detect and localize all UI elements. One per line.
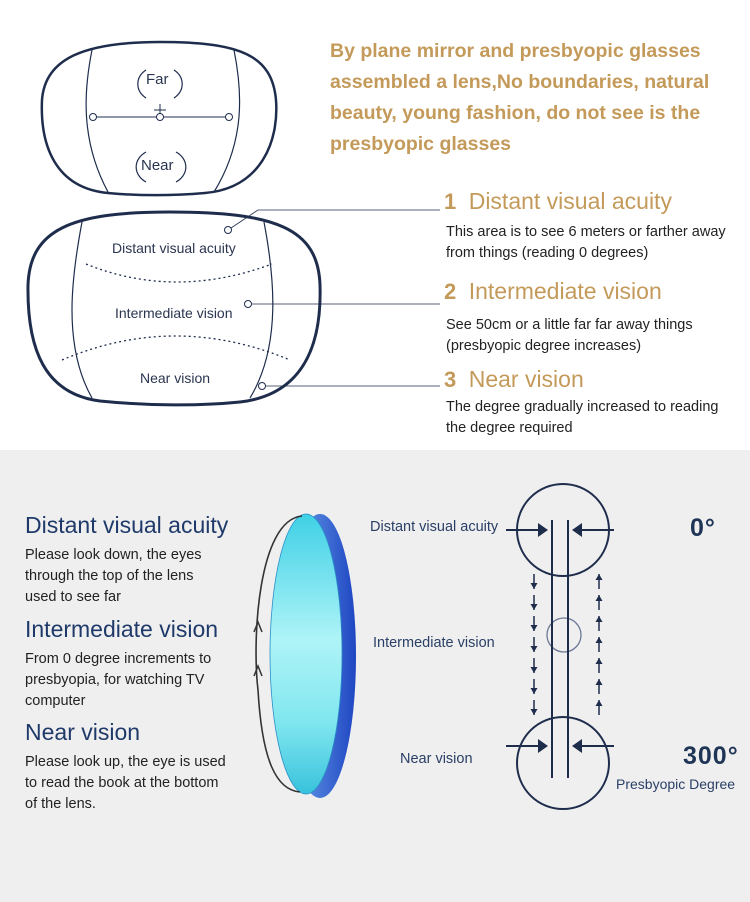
desc-line: From 0 degree increments to [25,651,212,667]
zone-distant-label: Distant visual acuity [112,240,236,256]
desc-line: The degree gradually increased to reading [446,399,719,415]
left-block-near [25,719,255,815]
headline-line: beauty, young fashion, do not see is the [330,102,701,124]
arrow-head [531,709,538,715]
headline [330,36,740,160]
desc-line: presbyopia, for watching TV [25,672,205,688]
upward-arrows [596,574,603,715]
left-block-intermediate [25,616,255,712]
section-2-heading [444,278,662,305]
headline-line: presbyopic glasses [330,133,512,155]
lens-3d-illustration [254,514,356,798]
section-2-number: 2 [444,279,457,304]
desc-line: of the lens. [25,796,96,812]
desc-line: used to see far [25,589,121,605]
section-1-number: 1 [444,189,457,214]
desc-line: to read the book at the bottom [25,775,219,791]
diagram-intermediate-label: Intermediate vision [373,635,495,651]
left-block-title: Intermediate vision [25,616,219,642]
arrow-head [596,616,603,622]
section-2-desc [446,315,693,357]
section-1-heading [444,188,672,215]
left-block-distant [25,512,255,608]
degree-diagram [506,484,614,809]
degree-300: 300° [683,742,739,770]
section-3-title: Near vision [468,366,584,392]
desc-line: through the top of the lens [25,568,194,584]
desc-line: from things (reading 0 degrees) [446,245,649,261]
arrow-head [531,583,538,589]
degree-zero: 0° [690,514,716,542]
zone-intermediate-label: Intermediate vision [115,305,233,321]
diagram-distant-label: Distant visual acuity [370,519,499,535]
connector-lines [225,210,441,390]
desc-line: Please look up, the eye is used [25,754,226,770]
arrow-head [596,637,603,643]
arrow-head [531,667,538,673]
arrow-head [596,700,603,706]
section-3-heading [444,366,584,393]
downward-arrows [531,574,538,715]
left-block-title: Near vision [25,719,141,745]
diagram-near-label: Near vision [400,751,473,767]
left-block-title: Distant visual acuity [25,512,229,538]
near-label: Near [141,157,174,174]
arrow-head [596,595,603,601]
desc-line: (presbyopic degree increases) [446,338,642,354]
arrow-head [596,574,603,580]
desc-line: the degree required [446,420,573,436]
desc-line: computer [25,693,86,709]
left-block-desc [25,545,255,608]
arrow-head [596,679,603,685]
section-2-title: Intermediate vision [468,278,662,304]
section-1-title: Distant visual acuity [468,188,672,214]
section-3-number: 3 [444,367,457,392]
section-1-desc [446,222,726,264]
arrow-head [531,688,538,694]
headline-line: assembled a lens,No boundaries, natural [330,71,710,93]
arrow-head [531,625,538,631]
left-block-desc [25,752,255,815]
desc-line: This area is to see 6 meters or farther away [446,224,726,240]
presbyopic-degree-label: Presbyopic Degree [616,776,736,792]
arrow-head [531,646,538,652]
arrow-head [596,658,603,664]
zone-near-label: Near vision [140,370,211,386]
desc-line: See 50cm or a little far far away things [446,317,693,333]
headline-line: By plane mirror and presbyopic glasses [330,40,701,62]
far-label: Far [146,71,169,88]
desc-line: Please look down, the eyes [25,547,202,563]
left-block-desc [25,649,255,712]
arrow-head [531,604,538,610]
section-3-desc [446,397,718,439]
